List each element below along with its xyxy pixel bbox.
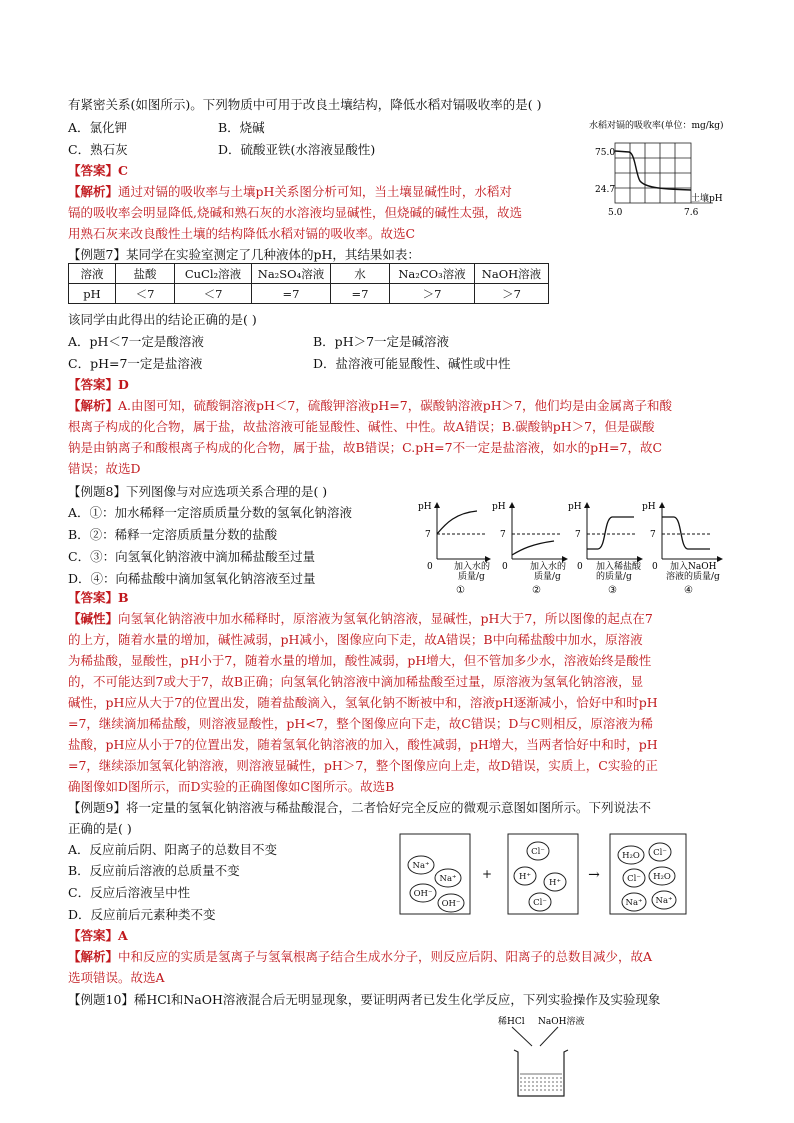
graph-number: ① [456,585,465,596]
option-c: C．反应后溶液呈中性 [68,885,191,900]
analysis-line: 错误；故选D [68,461,141,476]
answer-label: 【答案】 [68,163,119,178]
option-d: D．④：向稀盐酸中滴加氢氧化钠溶液至过量 [68,571,316,586]
example-10-stem: 【例题10】稀HCl和NaOH溶液混合后无明显现象，要证明两者已发生化学反应，下列实验操作及实验现象 [68,992,661,1007]
answer-line [68,926,128,946]
ion-label: OH⁻ [413,889,433,899]
analysis-line: 确图像如D图所示，而D实验的正确图像如C图所示。故选B [68,779,395,794]
table-cell: ＜7 [175,284,252,304]
graph-4 [642,502,722,596]
option-a: A．①：加水稀释一定溶质质量分数的氢氧化钠溶液 [68,505,353,520]
option-c: C．pH=7一定是盐溶液 [68,356,203,371]
x-label: 质量/g [458,572,485,582]
table-cell: 水 [331,264,390,284]
liquid-hatch [520,1074,562,1090]
graph-3 [568,502,642,596]
table-cell: Na₂CO₃溶液 [390,264,475,284]
table-cell: ＜7 [116,284,175,304]
option-a: A．pH＜7一定是酸溶液 [68,334,204,349]
analysis-line: 的，不可能达到7或大于7，故B正确；向氢氧化钠溶液中滴加稀盐酸至过量，原溶液为氢氧化钠溶液，显 [68,674,644,689]
analysis-text: A.由图可知，硫酸铜溶液pH＜7，硫酸钾溶液pH=7，碳酸钠溶液pH＞7，他们均是由金属离子和酸 [118,398,673,413]
answer-label: 【答案】 [68,928,119,943]
answer-line [68,161,128,181]
ion-label: Cl⁻ [627,874,641,884]
ion-label: Na⁺ [655,896,673,906]
axis-label: pH [642,502,656,512]
x-label: 加入水的 [530,562,567,572]
y-tick: 75.0 [595,148,616,158]
analysis-line [68,182,512,202]
reaction-micro-diagram [398,832,728,918]
table-row [69,284,549,304]
beaker-icon [514,1050,568,1096]
molecule-label: H₂O [653,872,671,882]
x-tick: 5.0 [608,208,623,218]
answer-line [68,588,129,608]
ion-label: OH⁻ [441,899,461,909]
origin: 0 [502,562,508,572]
pointer-line [512,1027,532,1046]
chart-title: 水稻对镉的吸收率(单位：mg/kg) [589,121,724,131]
example-8-stem: 【例题8】下列图像与对应选项关系合理的是( ) [68,484,328,499]
answer-line [68,375,129,395]
analysis-line [68,947,652,967]
ph-table [68,263,549,304]
origin: 0 [652,562,658,572]
example-7-question: 该同学由此得出的结论正确的是( ) [68,312,257,327]
answer-value: D [118,377,129,392]
analysis-line: 钠是由钠离子和酸根离子构成的化合物，属于盐，故B错误；C.pH=7不一定是盐溶液，如水的pH=7，故C [68,440,663,455]
analysis-label: 【解析】 [68,184,119,199]
table-cell: NaOH溶液 [475,264,549,284]
graph-curve [437,511,477,534]
answer-value: C [118,163,128,178]
option-c: C．熟石灰 [68,142,128,157]
ion-label: Na⁺ [439,874,457,884]
table-cell: ＞7 [390,284,475,304]
table-cell: 溶液 [69,264,116,284]
analysis-text: 向氢氧化钠溶液中加水稀释时，原溶液为氢氧化钠溶液，显碱性，pH大于7，所以图像的起点在7 [118,611,653,626]
origin: 0 [577,562,583,572]
option-b: B．pH＞7一定是碱溶液 [313,334,450,349]
table-cell: pH [69,284,116,304]
table-cell: 盐酸 [116,264,175,284]
ph-graphs [412,497,742,597]
label-hcl: 稀HCl [498,1017,525,1027]
option-a: A．氯化钾 [68,120,128,135]
analysis-text: 中和反应的实质是氢离子与氢氧根离子结合生成水分子，则反应后阴、阳离子的总数目减少，故A [118,949,653,964]
x-label: 加入稀盐酸 [596,562,642,572]
analysis-line: 的上方，随着水量的增加，碱性减弱，pH减小，图像应向下走，故A错误；B中向稀盐酸中加水，原溶液 [68,632,643,647]
ion-label: H⁺ [549,878,561,888]
analysis-line: 为稀盐酸，显酸性，pH小于7，随着水量的增加，酸性减弱，pH增大，但不管加多少水，溶液始终是酸性 [68,653,652,668]
beaker-diagram [490,1012,600,1100]
answer-label: 【答案】 [68,590,119,605]
answer-value: B [118,590,129,605]
analysis-line [68,609,653,629]
tick-7: 7 [425,530,431,540]
answer-value: A [118,928,128,943]
graph-1 [418,502,490,596]
table-cell: ＞7 [475,284,549,304]
ion-label: Cl⁻ [531,847,545,857]
axis-label: pH [492,502,506,512]
ion-label: Na⁺ [412,861,430,871]
graph-curve [587,517,634,549]
x-label: 的质量/g [596,572,632,582]
x-axis-label: 土壤pH [691,194,723,204]
y-tick: 24.7 [595,185,616,195]
option-c: C．③：向氢氧化钠溶液中滴加稀盐酸至过量 [68,549,316,564]
option-d: D．硫酸亚铁(水溶液显酸性) [218,142,376,157]
table-cell: CuCl₂溶液 [175,264,252,284]
origin: 0 [427,562,433,572]
x-label: 加入NaOH [670,562,717,572]
option-b: B．反应前后溶液的总质量不变 [68,863,240,878]
tick-7: 7 [575,530,581,540]
table-row [69,264,549,284]
analysis-line: 用熟石灰来改良酸性土壤的结构降低水稻对镉的吸收率。故选C [68,226,416,241]
graph-number: ④ [684,585,693,596]
plus-sign: + [481,867,493,881]
table-cell: =7 [252,284,331,304]
analysis-label: 【解析】 [68,949,119,964]
x-tick: 7.6 [684,208,699,218]
graph-curve [662,517,710,549]
ion-label: Cl⁻ [653,848,667,858]
molecule-label: H₂O [622,851,640,861]
tick-7: 7 [500,530,506,540]
analysis-line: 盐酸，pH应从小于7的位置出发，随着氢氧化钠溶液的加入，酸性减弱，pH增大，当两者恰好中和时，pH [68,737,658,752]
graph-number: ③ [608,585,617,596]
label-naoh: NaOH溶液 [538,1017,585,1027]
axis-label: pH [568,502,582,512]
table-cell: =7 [331,284,390,304]
analysis-label: 【碱性】 [68,611,119,626]
option-a: A．反应前后阴、阳离子的总数目不变 [68,842,278,857]
graph-number: ② [532,585,541,596]
graph-curve [512,541,554,555]
analysis-line: 碱性，pH应从大于7的位置出发，随着盐酸滴入，氢氧化钠不断被中和，溶液pH逐渐减小，恰好中和时pH [68,695,658,710]
example-9-stem: 【例题9】将一定量的氢氧化钠溶液与稀盐酸混合，二者恰好完全反应的微观示意图如图所示。下列说法不 [68,800,651,815]
q-stem-line: 有紧密关系(如图所示)。下列物质中可用于改良土壤结构，降低水稻对镉吸收率的是( ) [68,97,542,112]
pointer-line [540,1027,558,1046]
option-d: D．盐溶液可能显酸性、碱性或中性 [313,356,511,371]
axis-label: pH [418,502,432,512]
option-b: B．烧碱 [218,120,265,135]
cadmium-absorption-chart [585,115,755,225]
analysis-line: 镉的吸收率会明显降低,烧碱和熟石灰的水溶液均显碱性，但烧碱的碱性太强，故选 [68,205,522,220]
analysis-line: 根离子构成的化合物，属于盐，故盐溶液可能显酸性、碱性、中性。故A错误；B.碳酸钠pH＞7，但是碳酸 [68,419,655,434]
analysis-line: 选项错误。故选A [68,970,165,985]
table-cell: Na₂SO₄溶液 [252,264,331,284]
option-b: B．②：稀释一定溶质质量分数的盐酸 [68,527,278,542]
x-label: 加入水的 [454,562,491,572]
option-d: D．反应前后元素种类不变 [68,907,216,922]
analysis-line: =7，继续滴加稀盐酸，则溶液显酸性，pH<7，整个图像应向下走，故C错误；D与C则相反，原溶液为稀 [68,716,653,731]
ion-label: Na⁺ [625,898,643,908]
analysis-line: =7，继续添加氢氧化钠溶液，则溶液显碱性，pH＞7，整个图像应向上走，故D错误，实质上，C实验的正 [68,758,658,773]
analysis-line [68,396,672,416]
analysis-text: 通过对镉的吸收率与土壤pH关系图分析可知，当土壤显碱性时，水稻对 [118,184,512,199]
x-label: 溶液的质量/g [666,572,720,582]
ion-label: Cl⁻ [533,898,547,908]
graph-2 [492,502,567,596]
chart-curve [615,151,691,190]
x-label: 质量/g [534,572,561,582]
example-9-stem: 正确的是( ) [68,821,132,836]
ion-label: H⁺ [519,872,531,882]
analysis-label: 【解析】 [68,398,119,413]
answer-label: 【答案】 [68,377,119,392]
example-7-stem: 【例题7】某同学在实验室测定了几种液体的pH，其结果如表： [68,247,420,262]
reaction-arrow: → [588,867,600,883]
tick-7: 7 [650,530,656,540]
